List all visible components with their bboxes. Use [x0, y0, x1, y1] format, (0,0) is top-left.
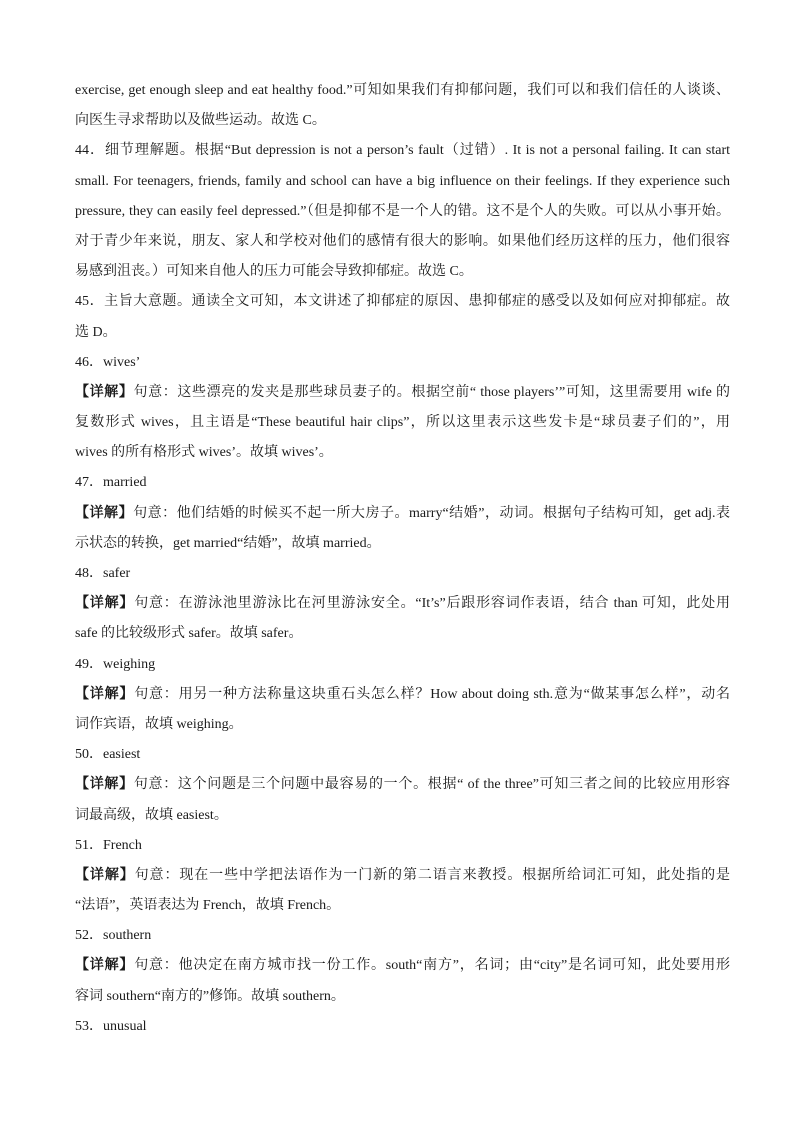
text-line [75, 650, 730, 680]
text-line [75, 318, 730, 348]
text-line [75, 770, 730, 800]
line-text: 句意：他决定在南方城市找一份工作。south“南方”，名词；由“city”是名词可知，此处要用形 [134, 958, 730, 974]
text-line [75, 76, 730, 106]
text-line [75, 801, 730, 831]
line-text: 50．easiest [75, 747, 141, 763]
text-line [75, 861, 730, 891]
line-text: 选 D。 [75, 324, 117, 340]
text-line [75, 257, 730, 287]
detail-tag: 【详解】 [75, 867, 135, 883]
line-text: 词作宾语，故填 weighing。 [75, 716, 243, 732]
line-text: pressure, they can easily feel depressed.”（但是抑郁不是一个人的错。这不是个人的失败。可以从小事开始。 [75, 203, 730, 219]
line-text: 46．wives’ [75, 354, 141, 370]
text-line [75, 136, 730, 166]
text-line [75, 197, 730, 227]
line-text: 句意：用另一种方法称量这块重石头怎么样？How about doing sth.意为“做某事怎么样”，动名 [134, 686, 730, 702]
text-line [75, 740, 730, 770]
line-text: 向医生寻求帮助以及做些运动。故选 C。 [75, 113, 326, 129]
line-text: 句意：他们结婚的时候买不起一所大房子。marry“结婚”，动词。根据句子结构可知，get adj.表 [133, 505, 731, 521]
text-line [75, 348, 730, 378]
detail-tag: 【详解】 [75, 384, 134, 400]
line-text: 51．French [75, 837, 142, 853]
text-line [75, 982, 730, 1012]
document-page [75, 76, 730, 1042]
detail-tag: 【详解】 [75, 686, 135, 702]
text-line [75, 408, 730, 438]
line-text: 示状态的转换，get married“结婚”，故填 married。 [75, 535, 381, 551]
line-text: small. For teenagers, friends, family and school can have a big influence on their feelings. If they experience such [75, 173, 730, 189]
line-text: 复数形式 wives，且主语是“These beautiful hair clips”，所以这里表示这些发卡是“球员妻子们的”，用 [75, 415, 730, 431]
line-text: 词最高级，故填 easiest。 [75, 807, 228, 823]
line-text: 对于青少年来说，朋友、家人和学校对他们的感情有很大的影响。如果他们经历这样的压力，他们很容 [75, 233, 730, 249]
line-text: 句意：在游泳池里游泳比在河里游泳安全。“It’s”后跟形容词作表语，结合 than 可知，此处用 [134, 596, 731, 612]
text-line [75, 529, 730, 559]
text-line [75, 559, 730, 589]
line-text: 容词 southern“南方的”修饰。故填 southern。 [75, 988, 345, 1004]
text-line [75, 438, 730, 468]
text-line [75, 619, 730, 649]
text-line [75, 891, 730, 921]
detail-tag: 【详解】 [75, 505, 134, 521]
text-line [75, 680, 730, 710]
line-text: 44．细节理解题。根据“But depression is not a person’s fault（过错）. It is not a personal failing. It can start [75, 143, 730, 159]
line-text: wives 的所有格形式 wives’。故填 wives’。 [75, 445, 333, 461]
line-text: 52．southern [75, 928, 152, 944]
text-line [75, 1012, 730, 1042]
line-text: 48．safer [75, 566, 131, 581]
detail-tag: 【详解】 [75, 777, 134, 793]
detail-tag: 【详解】 [75, 958, 135, 974]
detail-tag: 【详解】 [75, 596, 135, 612]
line-text: 53．unusual [75, 1018, 147, 1034]
line-text: safe 的比较级形式 safer。故填 safer。 [75, 626, 303, 642]
line-text: 句意：现在一些中学把法语作为一门新的第二语言来教授。根据所给词汇可知，此处指的是 [134, 867, 731, 883]
text-line [75, 106, 730, 136]
text-line [75, 287, 730, 317]
line-text: 47．married [75, 475, 147, 491]
text-line [75, 589, 730, 619]
text-line [75, 710, 730, 740]
line-text: “法语”，英语表达为 French，故填 French。 [75, 898, 341, 914]
text-line [75, 227, 730, 257]
line-text: exercise, get enough sleep and eat healthy food.”可知如果我们有抑郁问题，我们可以和我们信任的人谈谈、 [75, 83, 730, 98]
text-line [75, 378, 730, 408]
line-text: 易感到沮丧。）可知来自他人的压力可能会导致抑郁症。故选 C。 [75, 264, 473, 280]
text-line [75, 831, 730, 861]
text-line [75, 468, 730, 498]
text-line [75, 499, 730, 529]
line-text: 句意：这些漂亮的发夹是那些球员妻子的。根据空前“ those players’”可知，这里需要用 wife 的 [133, 384, 731, 400]
text-line [75, 921, 730, 951]
line-text: 45．主旨大意题。通读全文可知，本文讲述了抑郁症的原因、患抑郁症的感受以及如何应对抑郁症。故 [75, 294, 730, 310]
line-text: 句意：这个问题是三个问题中最容易的一个。根据“ of the three”可知三者之间的比较应用形容 [133, 777, 731, 793]
text-line [75, 951, 730, 981]
line-text: 49．weighing [75, 656, 156, 672]
text-line [75, 167, 730, 197]
